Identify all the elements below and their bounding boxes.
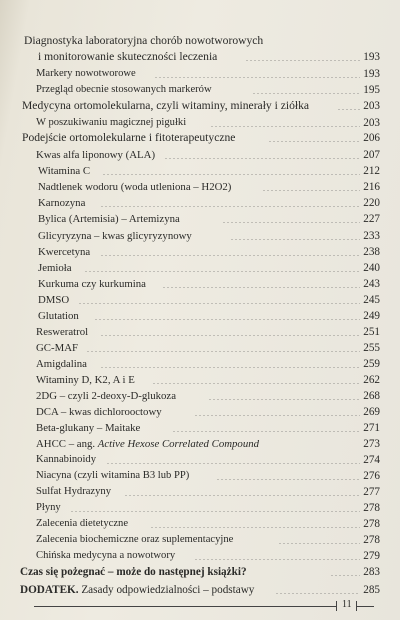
toc-entry-label-rest: Zasady odpowiedzialności – podstawy <box>81 584 255 596</box>
toc-page-number: 240 <box>363 262 380 274</box>
leader-dots <box>152 383 360 384</box>
footer-rule-left <box>34 606 336 607</box>
toc-entry-label: Kwercetyna <box>38 246 91 258</box>
toc-page-number: 283 <box>363 566 380 578</box>
toc-page-number: 220 <box>363 197 380 209</box>
toc-page-number: 274 <box>363 454 380 466</box>
leader-dots <box>162 287 360 288</box>
toc-entry <box>0 50 400 64</box>
leader-dots <box>222 222 360 223</box>
toc-entry-label-italic: Active Hexose Correlated Compound <box>97 438 260 450</box>
toc-entry <box>0 261 400 275</box>
leader-dots <box>278 543 360 544</box>
leader-dots <box>262 190 360 191</box>
toc-entry <box>0 309 400 323</box>
toc-entry <box>0 357 400 371</box>
toc-entry <box>0 549 400 563</box>
toc-page-number: 276 <box>363 470 380 482</box>
toc-page-number: 278 <box>363 534 380 546</box>
footer-rule-right <box>356 606 374 607</box>
leader-dots <box>252 93 360 94</box>
toc-entry <box>0 373 400 387</box>
toc-entry-label: DCA – kwas dichlorooctowy <box>36 406 162 418</box>
toc-entry <box>0 99 400 113</box>
leader-dots <box>194 559 360 560</box>
toc-entry <box>0 164 400 178</box>
toc-entry <box>0 469 400 483</box>
toc-entry-label: Medycyna ortomolekularna, czyli witaminy, minerały i ziółka <box>22 99 310 112</box>
toc-page-number: 255 <box>363 342 380 354</box>
toc-page-number: 238 <box>363 246 380 258</box>
toc-entry <box>0 277 400 291</box>
toc-entry <box>0 148 400 162</box>
toc-entry <box>0 341 400 355</box>
toc-entry-label-bold: DODATEK. <box>20 584 79 596</box>
toc-page-number: 195 <box>363 84 380 96</box>
leader-dots <box>164 158 360 159</box>
toc-entry-label: Płyny <box>36 502 61 513</box>
toc-entry-label <box>20 583 256 597</box>
toc-entry-label: Glicyryzyna – kwas glicyryzynowy <box>38 230 192 242</box>
toc-page-number: 245 <box>363 294 380 306</box>
toc-entry <box>0 34 400 48</box>
leader-dots <box>216 479 360 480</box>
toc-entry <box>0 421 400 435</box>
leader-dots <box>330 575 360 576</box>
toc-entry <box>0 116 400 130</box>
toc-entry-label: Amigdalina <box>36 358 87 370</box>
leader-dots <box>102 174 360 175</box>
toc-entry-label: Nadtlenek wodoru (woda utleniona – H2O2) <box>38 181 232 193</box>
toc-entry <box>0 485 400 499</box>
toc-entry-label: Witamina C <box>38 165 91 177</box>
leader-dots <box>86 351 360 352</box>
leader-dots <box>124 495 360 496</box>
toc-entry-label: W poszukiwaniu magicznej pigułki <box>36 117 187 128</box>
toc-entry-label: Zalecenia dietetyczne <box>36 518 129 529</box>
toc-entry-label: Witaminy D, K2, A i E <box>36 374 135 386</box>
leader-dots <box>150 527 360 528</box>
toc-entry-label: Diagnostyka laboratoryjna chorób nowotworowych <box>24 34 264 47</box>
toc-entry <box>0 83 400 97</box>
toc-page-number: 277 <box>363 486 380 498</box>
leader-dots <box>94 319 360 320</box>
toc-entry-label: DMSO <box>38 294 70 306</box>
toc-entry-label: Jemioła <box>38 262 72 274</box>
leader-dots <box>210 126 360 127</box>
toc-entry-label <box>36 437 261 451</box>
leader-dots <box>84 271 360 272</box>
toc-entry <box>0 180 400 194</box>
toc-entry-label: Karnozyna <box>38 197 86 209</box>
toc-entry-label: 2DG – czyli 2-deoxy-D-glukoza <box>36 390 177 402</box>
leader-dots <box>194 415 360 416</box>
footer-rule-divider <box>336 601 337 611</box>
toc-entry-label: Beta-glukany – Maitake <box>36 422 141 434</box>
toc-page-number: 206 <box>363 132 380 144</box>
toc-page-number: 259 <box>363 358 380 370</box>
toc-entry <box>0 533 400 547</box>
leader-dots <box>100 206 360 207</box>
toc-entry-label: Markery nowotworowe <box>36 68 136 79</box>
leader-dots <box>230 239 360 240</box>
toc-entry-label-prefix: AHCC – ang. <box>36 438 96 450</box>
toc-page-number: 193 <box>363 51 380 63</box>
toc-entry-label: Glutation <box>38 310 79 322</box>
toc-page-number: 262 <box>363 374 380 386</box>
toc-entry <box>0 565 400 579</box>
toc-entry-label: Kannabinoidy <box>36 454 97 465</box>
toc-entry <box>0 131 400 145</box>
toc-entry <box>0 405 400 419</box>
toc-entry <box>0 212 400 226</box>
toc-entry-label: Zalecenia biochemiczne oraz suplementacyjne <box>36 534 234 545</box>
toc-entry <box>0 501 400 515</box>
leader-dots <box>100 367 360 368</box>
toc-entry <box>0 437 400 451</box>
toc-page-number: 212 <box>363 165 380 177</box>
leader-dots <box>100 335 360 336</box>
toc-entry <box>0 325 400 339</box>
toc-entry <box>0 67 400 81</box>
toc-entry <box>0 389 400 403</box>
leader-dots <box>275 593 360 594</box>
leader-dots <box>78 303 360 304</box>
toc-entry <box>0 196 400 210</box>
toc-entry-label: Podejście ortomolekularne i fitoterapeutyczne <box>22 131 236 144</box>
toc-entry <box>0 293 400 307</box>
toc-page-number: 268 <box>363 390 380 402</box>
toc-entry-label: Sulfat Hydrazyny <box>36 486 112 497</box>
toc-page-number: 273 <box>363 438 380 450</box>
toc-entry-label: Czas się pożegnać – może do następnej książki? <box>20 566 247 578</box>
leader-dots <box>268 141 360 142</box>
leader-dots <box>106 463 360 464</box>
toc-entry-label: Bylica (Artemisia) – Artemizyna <box>38 213 180 225</box>
toc-page-number: 203 <box>363 100 380 112</box>
page-number: 11 <box>342 599 352 610</box>
toc-page-number: 249 <box>363 310 380 322</box>
toc-entry-label: Kurkuma czy kurkumina <box>38 278 146 290</box>
toc-entry-label: Chińska medycyna a nowotwory <box>36 550 176 561</box>
toc-page-number: 278 <box>363 518 380 530</box>
toc-page-number: 269 <box>363 406 380 418</box>
toc-page-number: 193 <box>363 68 380 80</box>
leader-dots <box>208 399 360 400</box>
toc-page-number: 243 <box>363 278 380 290</box>
leader-dots <box>172 431 360 432</box>
leader-dots <box>245 60 360 61</box>
toc-page-number: 279 <box>363 550 380 562</box>
toc-entry <box>0 517 400 531</box>
toc-entry-label: Niacyna (czyli witamina B3 lub PP) <box>36 470 190 481</box>
leader-dots <box>154 77 360 78</box>
toc-page-number: 278 <box>363 502 380 514</box>
leader-dots <box>337 109 360 110</box>
toc-entry-label: GC-MAF <box>36 342 78 354</box>
toc-entry <box>0 583 400 597</box>
toc-page-number: 227 <box>363 213 380 225</box>
toc-page-number: 216 <box>363 181 380 193</box>
toc-page-number: 251 <box>363 326 380 338</box>
toc-page-number: 285 <box>363 584 380 596</box>
toc-page-number: 271 <box>363 422 380 434</box>
toc-entry-label: Kwas alfa liponowy (ALA) <box>36 149 156 161</box>
toc-page-number: 207 <box>363 149 380 161</box>
toc-entry-label: Resweratrol <box>36 326 89 338</box>
leader-dots <box>70 511 360 512</box>
toc-entry <box>0 453 400 467</box>
leader-dots <box>100 255 360 256</box>
toc-entry <box>0 229 400 243</box>
toc-page-number: 233 <box>363 230 380 242</box>
toc-page-number: 203 <box>363 117 380 129</box>
toc-entry-label: Przegląd obecnie stosowanych markerów <box>36 84 212 95</box>
toc-entry-label: i monitorowanie skuteczności leczenia <box>38 50 218 63</box>
toc-entry <box>0 245 400 259</box>
